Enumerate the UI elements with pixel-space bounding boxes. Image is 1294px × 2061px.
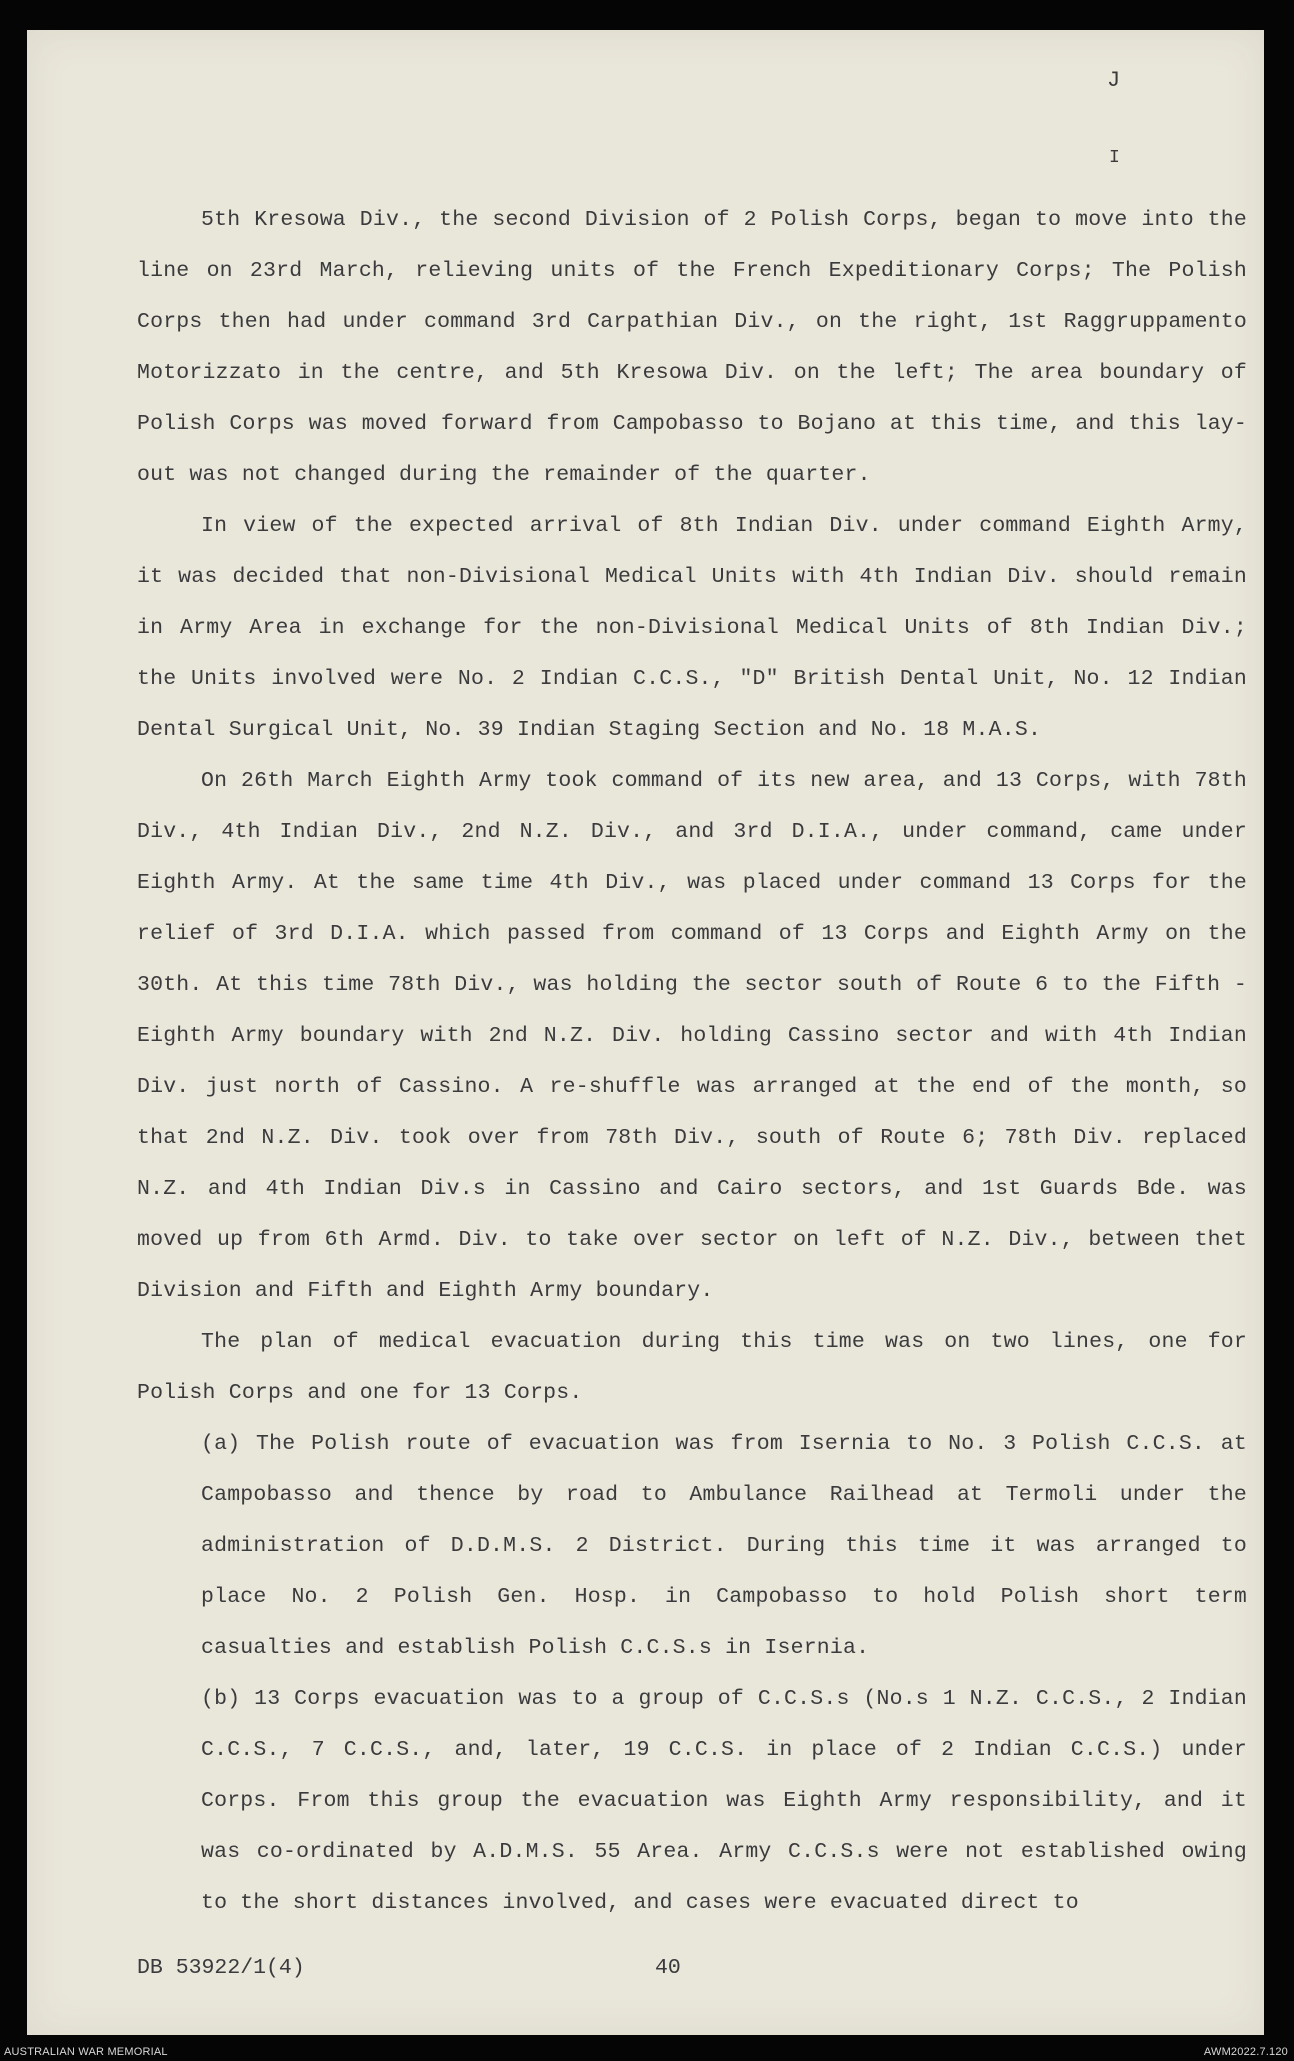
archive-caption-left: AUSTRALIAN WAR MEMORIAL [4,2046,168,2058]
pencil-mark-a: J [1107,68,1121,93]
paragraph: 5th Kresowa Div., the second Division of 2 Polish Corps, began to move into the line on 23rd March, relieving units of the French Expeditionary Corps; The Polish Corps then had under command 3rd Carpathian Div., on the right, 1st Raggruppamento Motorizzato in the centre, and 5th Kresowa Div. on the left; The area boundary of Polish Corps was moved forward from Campobasso to Bojano at this time, and this lay-out was not changed during the remainder of the quarter. [137,208,1247,487]
pencil-mark-b: I [1109,148,1120,168]
document-page [27,30,1264,2035]
archive-caption-right: AWM2022.7.120 [1203,2046,1288,2058]
document-reference: DB 53922/1(4) [137,1956,305,1980]
paragraph: On 26th March Eighth Army took command of its new area, and 13 Corps, with 78th Div., 4th Indian Div., 2nd N.Z. Div., and 3rd D.I.A., under command, came under Eighth Army. At the same time 4th Div., was placed under command 13 Corps for the relief of 3rd D.I.A. which passed from command of 13 Corps and Eighth Army on the 30th. At this time 78th Div., was holding the sector south of Route 6 to the Fifth - Eighth Army boundary with 2nd N.Z. Div. holding Cassino sector and with 4th Indian Div. just north of Cassino. A re-shuffle was arranged at the end of the month, so that 2nd N.Z. Div. took over from 78th Div., south of Route 6; 78th Div. replaced N.Z. and 4th Indian Div.s in Cassino and Cairo sectors, and 1st Guards Bde. was moved up from 6th Armd. Div. to take over sector on left of N.Z. Div., between thet Division and Fifth and Eighth Army boundary. [137,769,1247,1303]
page-number: 40 [655,1956,681,1980]
paragraph: In view of the expected arrival of 8th Indian Div. under command Eighth Army, it was decided that non-Divisional Medical Units with 4th Indian Div. should remain in Army Area in exchange for the non-Divisional Medical Units of 8th Indian Div.; the Units involved were No. 2 Indian C.C.S., "D" British Dental Unit, No. 12 Indian Dental Surgical Unit, No. 39 Indian Staging Section and No. 18 M.A.S. [137,514,1247,742]
paragraph: The plan of medical evacuation during this time was on two lines, one for Polish Corps and one for 13 Corps. [137,1330,1247,1405]
list-item-b: (b) 13 Corps evacuation was to a group of C.C.S.s (No.s 1 N.Z. C.C.S., 2 Indian C.C.S., 7 C.C.S., and, later, 19 C.C.S. in place of 2 Indian C.C.S.) under Corps. From this group the evacuation was Eighth Army responsibility, and it was co-ordinated by A.D.M.S. 55 Area. Army C.C.S.s were not established owing to the short distances involved, and cases were evacuated direct to [201,1687,1247,1915]
typed-body [137,195,1247,1929]
list-item-a: (a) The Polish route of evacuation was from Isernia to No. 3 Polish C.C.S. at Campobasso and thence by road to Ambulance Railhead at Termoli under the administration of D.D.M.S. 2 District. During this time it was arranged to place No. 2 Polish Gen. Hosp. in Campobasso to hold Polish short term casualties and establish Polish C.C.S.s in Isernia. [201,1432,1247,1660]
